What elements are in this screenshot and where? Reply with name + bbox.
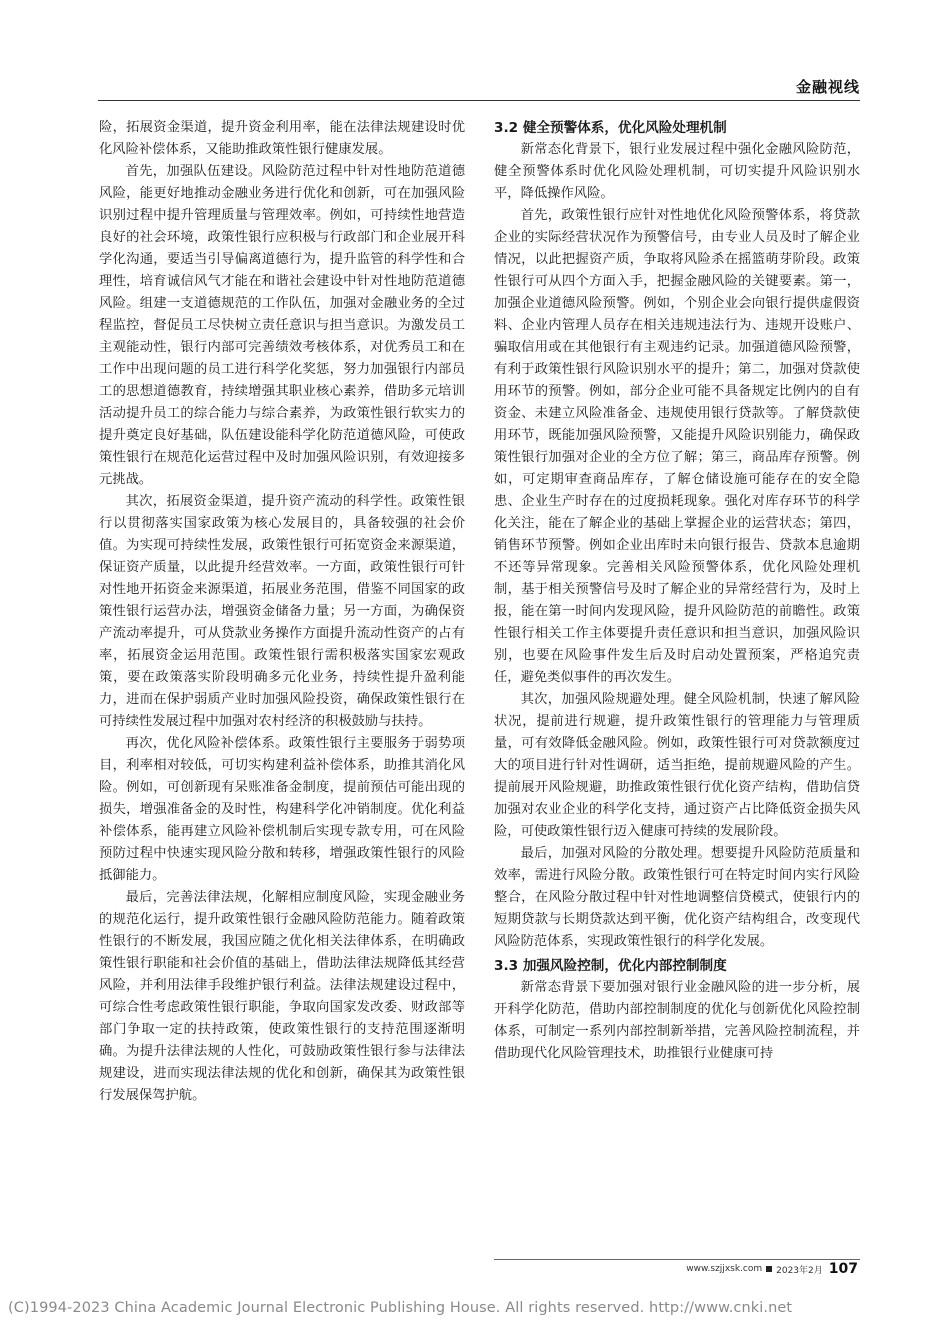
paragraph: 险，拓展资金渠道，提升资金利用率，能在法律法规建设时优化风险补偿体系，又能助推政策性银行健康发展。 <box>99 120 465 157</box>
left-column <box>99 117 465 1107</box>
paragraph: 其次，加强风险规避处理。健全风险机制，快速了解风险状况，提前进行规避，提升政策性银行的管理能力与管理质量，可有效降低金融风险。例如，政策性银行可对贷款额度过大的项目进行针对性调研，适当拒绝，提前规避风险的产生。提前展开风险规避，助推政策性银行优化资产结构，借助信贷加强对农业企业的科学化支持，通过资产占比降低资金损失风险，可使政策性银行迈入健康可持续的发展阶段。 <box>494 692 860 839</box>
page-number: 107 <box>828 1261 858 1277</box>
paragraph: 首先，加强队伍建设。风险防范过程中针对性地防范道德风险，能更好地推动金融业务进行优化和创新，可在加强风险识别过程中提升管理质量与管理效率。例如，可持续性地营造良好的社会环境，政策性银行应积极与行政部门和企业展开科学化沟通，要适当引导偏离道德行为，提升监管的科学性和合理性，培育诚信风气才能在和谐社会建设中针对性地防范道德风险。组建一支道德规范的工作队伍，加强对金融业务的全过程监控，督促员工尽快树立责任意识与担当意识。为激发员工主观能动性，银行内部可完善绩效考核体系，对优秀员工和在工作中出现问题的员工进行科学化奖惩，努力加强银行内部员工的思想道德教育，持续增强其职业核心素养，借助多元培训活动提升员工的综合能力与综合素养，为政策性银行软实力的提升奠定良好基础，队伍建设能科学化防范道德风险，可使政策性银行在规范化运营过程中及时加强风险识别，有效迎接多元挑战。 <box>99 164 465 487</box>
footer-rule <box>494 1259 860 1260</box>
copyright-notice: (C)1994-2023 China Academic Journal Electronic Publishing House. All rights reserved. http://www.cnki.net <box>8 1300 793 1316</box>
right-column <box>494 117 860 1065</box>
section-heading-3-3: 3.3 加强风险控制，优化内部控制制度 <box>494 958 727 974</box>
footer-issue: 2023年2月 <box>776 1265 823 1276</box>
paragraph: 新常态化背景下，银行业发展过程中强化金融风险防范，健全预警体系时优化风险处理机制，可切实提升风险识别水平，降低操作风险。 <box>494 142 860 201</box>
paragraph: 首先，政策性银行应针对性地优化风险预警体系，将贷款企业的实际经营状况作为预警信号，由专业人员及时了解企业情况，以此把握资产质，争取将风险杀在摇篮萌芽阶段。政策性银行可从四个方面入手，把握金融风险的关键要素。第一，加强企业道德风险预警。例如，个别企业会向银行提供虚假资料、企业内管理人员存在相关违规违法行为、违规开设账户、骗取信用或在其他银行有主观违约记录。加强道德风险预警，有利于政策性银行风险识别水平的提升；第二，加强对贷款使用环节的预警。例如，部分企业可能不具备规定比例内的自有资金、未建立风险准备金、违规使用银行贷款等。了解贷款使用环节，既能加强风险预警，又能提升风险识别能力，确保政策性银行加强对企业的全方位了解；第三，商品库存预警。例如，可定期审查商品库存，了解仓储设施可能存在的安全隐患、企业生产时存在的过度损耗现象。强化对库存环节的科学化关注，能在了解企业的基础上掌握企业的运营状态；第四，销售环节预警。例如企业出库时未向银行报告、贷款本息逾期不还等异常现象。完善相关风险预警体系，优化风险处理机制，基于相关预警信号及时了解企业的异常经营行为，及时上报，能在第一时间内发现风险，提升风险防范的前瞻性。政策性银行相关工作主体要提升责任意识和担当意识，加强风险识别，也要在风险事件发生后及时启动处置预案，严格追究责任，避免类似事件的再次发生。 <box>494 208 860 685</box>
header-rule <box>98 100 860 101</box>
section-tag: 金融视线 <box>795 78 860 96</box>
paragraph: 新常态背景下要加强对银行业金融风险的进一步分析，展开科学化防范，借助内部控制制度的优化与创新优化风险控制体系，可制定一系列内部控制新举措，完善风险控制流程，并借助现代化风险管理技术，助推银行业健康可持 <box>494 980 860 1061</box>
section-heading-3-2: 3.2 健全预警体系，优化风险处理机制 <box>494 120 727 136</box>
paragraph: 最后，加强对风险的分散处理。想要提升风险防范质量和效率，需进行风险分散。政策性银行可在特定时间内实行风险整合，在风险分散过程中针对性地调整信贷模式，使银行内的短期贷款与长期贷款达到平衡，优化资产结构组合，改变现代风险防范体系，实现政策性银行的科学化发展。 <box>494 846 860 949</box>
square-bullet-icon <box>766 1266 772 1272</box>
paragraph: 再次，优化风险补偿体系。政策性银行主要服务于弱势项目，利率相对较低，可切实构建利益补偿体系，助推其消化风险。例如，可创新现有呆账准备金制度，提前预估可能出现的损失，增强准备金的及时性，构建科学化冲销制度。优化利益补偿体系，能再建立风险补偿机制后实现专款专用，可在风险预防过程中快速实现风险分散和转移，增强政策性银行的风险抵御能力。 <box>99 736 465 883</box>
paragraph: 其次，拓展资金渠道，提升资产流动的科学性。政策性银行以贯彻落实国家政策为核心发展目的，具备较强的社会价值。为实现可持续性发展，政策性银行可拓宽资金来源渠道，保证资产质量，以此提升经营效率。一方面，政策性银行可针对性地开拓资金来源渠道，拓展业务范围，借鉴不同国家的政策性银行运营办法，增强资金储备力量；另一方面，为确保资产流动率提升，可从贷款业务操作方面提升流动性资产的占有率，拓展资金运用范围。政策性银行需积极落实国家宏观政策，要在政策落实阶段明确多元化业务，持续性提升盈利能力，进而在保护弱质产业时加强风险投资，确保政策性银行在可持续性发展过程中加强对农村经济的积极鼓励与扶持。 <box>99 494 465 729</box>
paragraph: 最后，完善法律法规，化解相应制度风险，实现金融业务的规范化运行，提升政策性银行金融风险防范能力。随着政策性银行的不断发展，我国应随之优化相关法律体系，在明确政策性银行职能和社会价值的基础上，借助法律法规降低其经营风险，并利用法律手段维护银行利益。法律法规建设过程中，可综合性考虑政策性银行职能，争取向国家发改委、财政部等部门争取一定的扶持政策，使政策性银行的支持范围逐渐明确。为提升法律法规的人性化，可鼓励政策性银行参与法律法规建设，进而实现法律法规的优化和创新，确保其为政策性银行发展保驾护航。 <box>99 890 465 1103</box>
footer-site: www.szjjxsk.com <box>686 1264 763 1274</box>
page-footer <box>686 1261 858 1277</box>
